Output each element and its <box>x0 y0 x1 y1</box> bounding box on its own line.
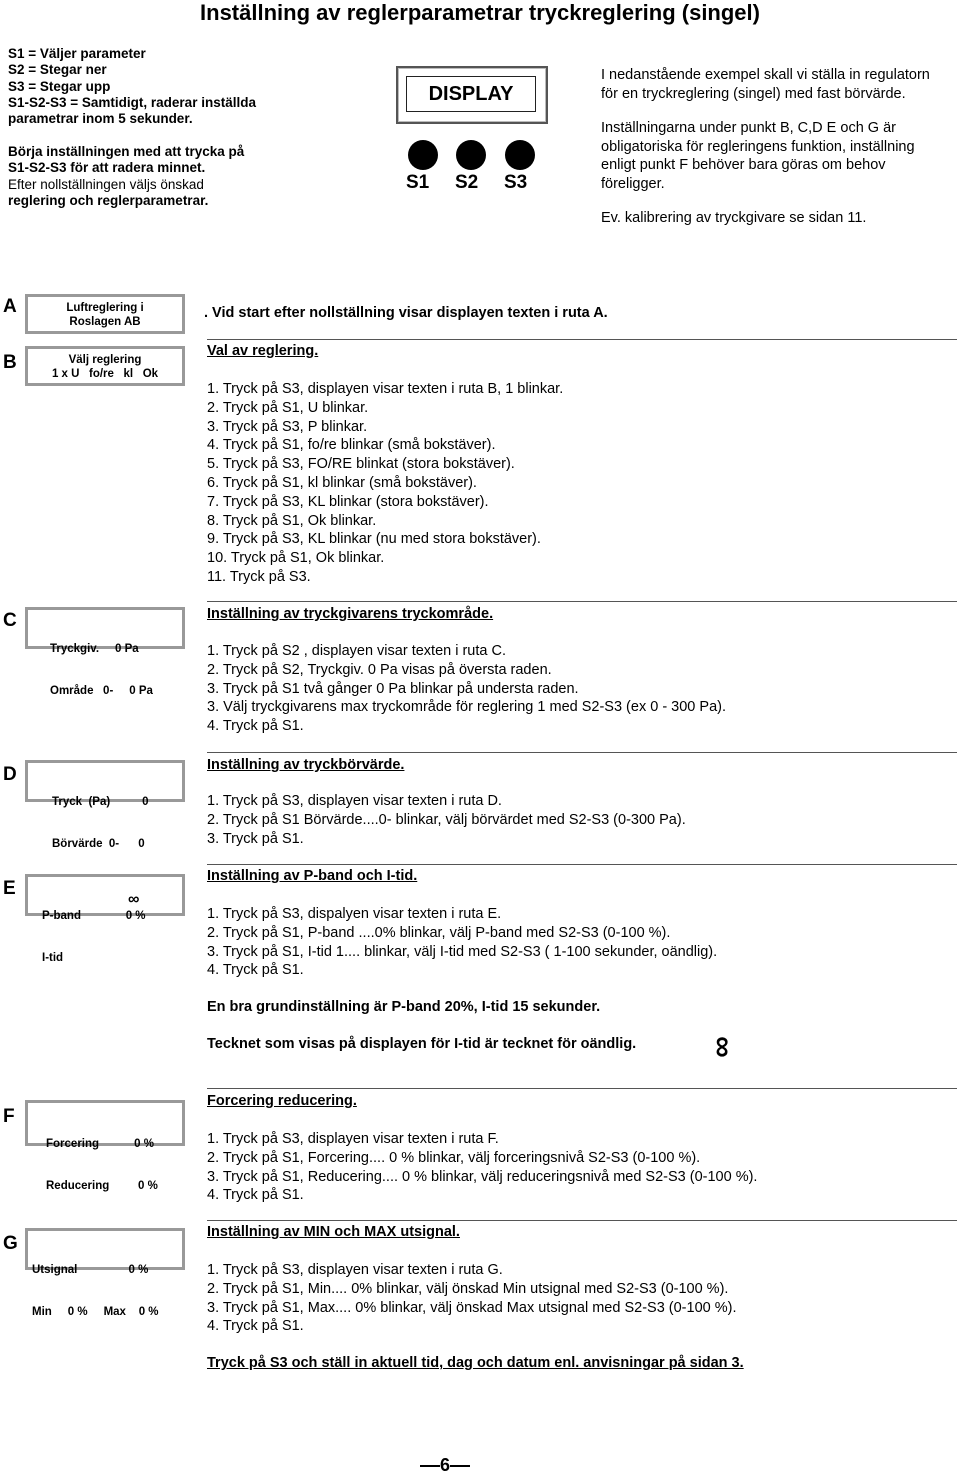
divider-c <box>207 601 957 602</box>
section-letter-d: D <box>3 764 17 785</box>
divider-d <box>207 752 957 753</box>
section-g-title: Inställning av MIN och MAX utsignal. <box>207 1224 460 1240</box>
footer-instruction: Tryck på S3 och ställ in aktuell tid, dag och datum enl. anvisningar på sidan 3. <box>207 1355 744 1371</box>
display-label: DISPLAY <box>406 76 536 112</box>
page-number-value: 6 <box>440 1455 451 1475</box>
start-line-1: Börja inställningen med att trycka på <box>8 144 245 159</box>
lcd-c-line-1: Tryckgiv. 0 Pa <box>50 643 139 655</box>
section-f-steps <box>207 1130 947 1205</box>
page-number <box>420 1455 470 1476</box>
legend-s1s2s3: S1-S2-S3 = Samtidigt, raderar inställda <box>8 94 256 110</box>
start-instructions <box>8 144 298 209</box>
intro-paragraph-2: Inställningarna under punkt B, C,D E och G är obligatoriska för regleringens funktion, inställning enligt punkt F behöver bara göras om behov föreligger. <box>601 120 915 192</box>
divider-f <box>207 1088 957 1089</box>
step: 2. Tryck på S1, Min.... 0% blinkar, välj önskad Min utsignal med S2-S3 (0-100 %). <box>207 1280 729 1297</box>
step: 2. Tryck på S1, Forcering.... 0 % blinkar, välj forceringsnivå S2-S3 (0-100 %). <box>207 1149 701 1166</box>
lcd-b-line-1: Välj reglering <box>68 354 142 366</box>
step: 8. Tryck på S1, Ok blinkar. <box>207 512 377 529</box>
step: 4. Tryck på S1. <box>207 1318 304 1335</box>
section-letter-b: B <box>3 352 17 373</box>
divider-e <box>207 864 957 865</box>
infinity-icon-large: ∞ <box>706 1036 740 1058</box>
step: 1. Tryck på S3, displayen visar texten i ruta B, 1 blinkar. <box>207 381 564 397</box>
section-a-text: . Vid start efter nollställning visar displayen texten i ruta A. <box>204 305 608 321</box>
legend-s1s2s3-cont: parametrar inom 5 sekunder. <box>8 111 193 127</box>
infinity-note: Tecknet som visas på displayen för I-tid är tecknet för oändlig. <box>207 1036 637 1052</box>
divider-g <box>207 1220 957 1221</box>
lcd-box-g <box>25 1228 185 1318</box>
step: 2. Tryck på S1, U blinkar. <box>207 399 369 416</box>
section-letter-f: F <box>3 1106 15 1127</box>
lcd-box-d <box>25 760 185 850</box>
legend-s3: S3 = Stegar upp <box>8 78 111 94</box>
section-e-steps <box>207 905 947 980</box>
section-c-title: Inställning av tryckgivarens tryckområde. <box>207 606 494 622</box>
lcd-e-line-2-label: I-tid <box>42 952 64 964</box>
section-d-steps <box>207 792 947 848</box>
section-g-steps <box>207 1261 947 1336</box>
page-title: Inställning av reglerparametrar tryckreglering (singel) <box>200 0 760 25</box>
intro-paragraph-3: Ev. kalibrering av tryckgivare se sidan 11. <box>601 210 867 226</box>
step: 11. Tryck på S3. <box>207 568 311 585</box>
device-display <box>396 66 548 124</box>
button-s1-label: S1 <box>406 172 430 193</box>
infinity-icon: ∞ <box>128 891 140 908</box>
lcd-box-f <box>25 1100 185 1192</box>
lcd-a-line-2: Roslagen AB <box>69 316 141 328</box>
section-letter-c: C <box>3 610 17 631</box>
legend-s2: S2 = Stegar ner <box>8 62 107 78</box>
button-s1-icon[interactable] <box>408 140 438 170</box>
lcd-d-line-2: Börvärde 0- 0 <box>52 838 145 850</box>
section-letter-e: E <box>3 878 16 899</box>
page-number-dash-left <box>420 1465 440 1467</box>
section-b-title: Val av reglering. <box>207 343 319 359</box>
lcd-c-line-2: Område 0- 0 Pa <box>50 685 153 697</box>
button-legend <box>8 46 288 127</box>
lcd-f-line-2: Reducering 0 % <box>46 1180 158 1192</box>
lcd-box-e <box>25 874 185 964</box>
step: 1. Tryck på S3, dispalyen visar texten i ruta E. <box>207 906 502 922</box>
section-d-title: Inställning av tryckbörvärde. <box>207 757 405 773</box>
lcd-d-line-1: Tryck (Pa) 0 <box>52 796 149 808</box>
lcd-e-line-1: P-band 0 % <box>42 910 146 922</box>
lcd-b-line-2: 1 x U fo/re kl Ok <box>51 368 159 380</box>
section-f-title: Forcering reducering. <box>207 1093 357 1109</box>
intro-text <box>601 66 946 244</box>
section-e-title: Inställning av P-band och I-tid. <box>207 868 418 884</box>
step: 7. Tryck på S3, KL blinkar (stora bokstäver). <box>207 493 489 510</box>
step: 4. Tryck på S1. <box>207 1187 304 1204</box>
lcd-g-line-2: Min 0 % Max 0 % <box>32 1306 159 1318</box>
step: 3. Tryck på S1, I-tid 1.... blinkar, välj I-tid med S2-S3 ( 1-100 sekunder, oändlig). <box>207 943 718 960</box>
step: 1. Tryck på S2 , displayen visar texten i ruta C. <box>207 643 506 659</box>
step: 3. Tryck på S1, Reducering.... 0 % blinkar, välj reduceringsnivå med S2-S3 (0-100 %). <box>207 1168 758 1185</box>
step: 3. Tryck på S3, P blinkar. <box>207 418 368 435</box>
step: 4. Tryck på S1. <box>207 718 304 735</box>
legend-s1: S1 = Väljer parameter <box>8 46 146 61</box>
button-s2-label: S2 <box>455 172 479 193</box>
button-s2-icon[interactable] <box>456 140 486 170</box>
step: 3. Tryck på S1 två gånger 0 Pa blinkar på understa raden. <box>207 680 579 697</box>
step: 3. Tryck på S1, Max.... 0% blinkar, välj önskad Max utsignal med S2-S3 (0-100 %). <box>207 1299 737 1316</box>
section-letter-g: G <box>3 1233 18 1254</box>
lcd-box-b <box>25 346 185 386</box>
section-letter-a: A <box>3 296 17 317</box>
start-line-4: reglering och reglerparametrar. <box>8 192 209 208</box>
lcd-g-line-1: Utsignal 0 % <box>32 1264 149 1276</box>
basic-setting-note: En bra grundinställning är P-band 20%, I-tid 15 sekunder. <box>207 999 601 1015</box>
step: 4. Tryck på S1. <box>207 962 304 979</box>
button-s3-label: S3 <box>504 172 528 193</box>
lcd-box-a <box>25 294 185 334</box>
step: 1. Tryck på S3, displayen visar texten i ruta F. <box>207 1131 499 1147</box>
step: 2. Tryck på S1, P-band ....0% blinkar, välj P-band med S2-S3 (0-100 %). <box>207 924 671 941</box>
step: 1. Tryck på S3, displayen visar texten i ruta G. <box>207 1262 503 1278</box>
step: 1. Tryck på S3, displayen visar texten i ruta D. <box>207 793 502 809</box>
step: 6. Tryck på S1, kl blinkar (små bokstäver). <box>207 474 477 491</box>
lcd-a-line-1: Luftreglering i <box>66 302 144 314</box>
step: 2. Tryck på S1 Börvärde....0- blinkar, välj börvärdet med S2-S3 (0-300 Pa). <box>207 811 686 828</box>
button-s3-icon[interactable] <box>505 140 535 170</box>
step: 4. Tryck på S1, fo/re blinkar (små bokstäver). <box>207 437 496 454</box>
step: 3. Välj tryckgivarens max tryckområde för reglering 1 med S2-S3 (ex 0 - 300 Pa). <box>207 699 726 716</box>
start-line-3: Efter nollställningen väljs önskad <box>8 176 204 192</box>
step: 9. Tryck på S3, KL blinkar (nu med stora bokstäver). <box>207 531 541 548</box>
start-line-2: S1-S2-S3 för att radera minnet. <box>8 160 206 176</box>
step: 10. Tryck på S1, Ok blinkar. <box>207 550 385 567</box>
lcd-box-c <box>25 607 185 697</box>
section-c-steps <box>207 642 947 736</box>
step: 5. Tryck på S3, FO/RE blinkat (stora bokstäver). <box>207 456 515 473</box>
divider-b <box>207 339 957 340</box>
page-number-dash-right <box>450 1465 470 1467</box>
step: 3. Tryck på S1. <box>207 830 304 847</box>
section-b-steps <box>207 380 947 587</box>
lcd-f-line-1: Forcering 0 % <box>46 1138 154 1150</box>
intro-paragraph-1: I nedanstående exempel skall vi ställa in regulatorn för en tryckreglering (singel) med fast börvärde. <box>601 67 930 102</box>
step: 2. Tryck på S2, Tryckgiv. 0 Pa visas på översta raden. <box>207 661 552 678</box>
